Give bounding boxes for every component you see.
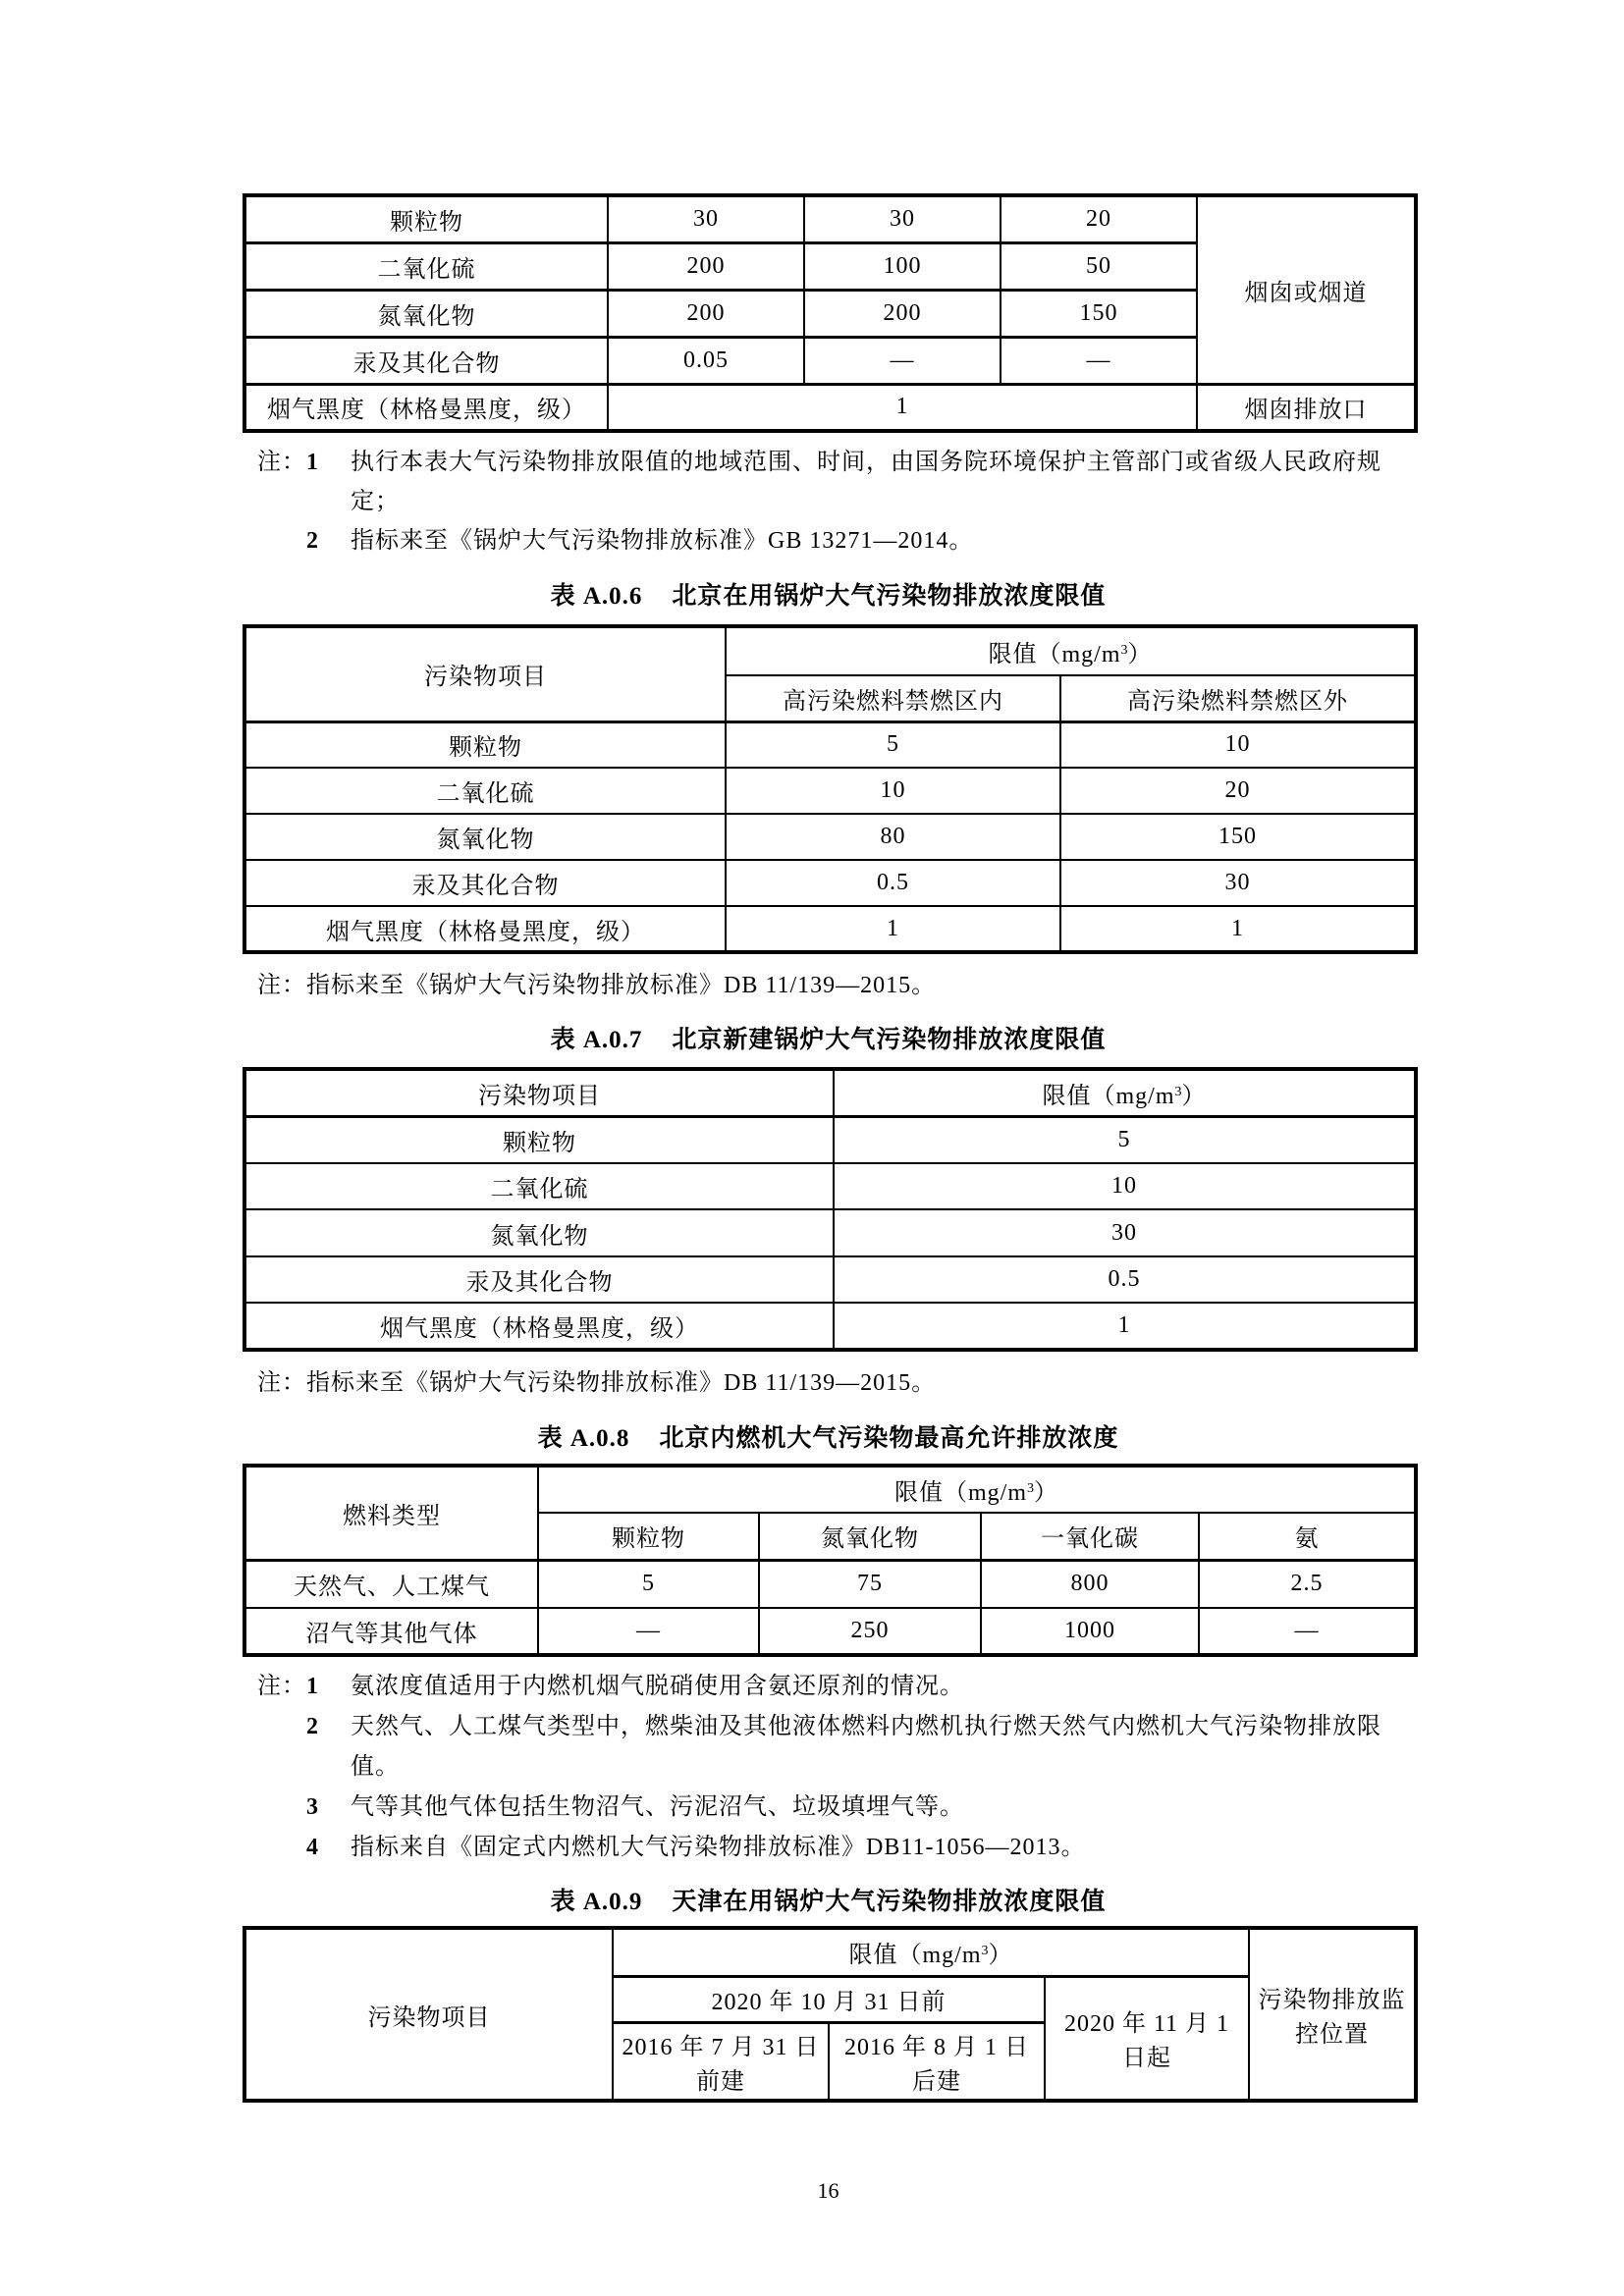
cell-value: 0.5 xyxy=(726,860,1060,906)
note-text: 气等其他气体包括生物沼气、污泥沼气、垃圾填埋气等。 xyxy=(351,1794,964,1820)
cell-pollutant: 烟气黑度（林格曼黑度，级） xyxy=(244,1303,834,1350)
cell-subheader: 颗粒物 xyxy=(538,1513,759,1560)
note-tag: 注： xyxy=(257,450,306,475)
page-number: 16 xyxy=(817,2178,839,2203)
cell-value: — xyxy=(804,337,1001,384)
table-row xyxy=(244,1256,1416,1303)
table-header-row xyxy=(244,1069,1416,1116)
cell-value: 0.5 xyxy=(834,1256,1416,1303)
cell-subheader: 一氧化碳 xyxy=(981,1513,1199,1560)
table-a06-title xyxy=(243,582,1414,612)
cell-limit-header xyxy=(613,1928,1249,1976)
table-a06-title-label: 表 A.0.6 xyxy=(550,583,643,610)
table-row xyxy=(244,195,1416,242)
cell-pollutant: 氮氧化物 xyxy=(244,290,608,337)
cell-pollutant: 氮氧化物 xyxy=(244,814,726,860)
cell-pollutant: 二氧化硫 xyxy=(244,768,726,814)
table-a08-title-text: 北京内燃机大气污染物最高允许排放浓度 xyxy=(659,1425,1119,1452)
note-number: 3 xyxy=(306,1794,319,1820)
note-tag: 注： xyxy=(257,973,306,998)
cell-pollutant: 烟气黑度（林格曼黑度，级） xyxy=(244,906,726,952)
limit-unit-sup: 3 xyxy=(981,1944,989,1959)
cell-pollutant: 汞及其化合物 xyxy=(244,860,726,906)
cell-value: 5 xyxy=(538,1560,759,1608)
cell-value: 1 xyxy=(834,1303,1416,1350)
table-a06 xyxy=(243,624,1418,954)
limit-unit-text: 限值（mg/m xyxy=(1042,1083,1175,1109)
cell-value: 150 xyxy=(1060,814,1416,860)
cell-value: — xyxy=(1199,1608,1416,1655)
table-row xyxy=(244,1608,1416,1655)
table-row xyxy=(244,768,1416,814)
table-boiler-limits-continued xyxy=(243,193,1418,433)
cell-subheader: 氮氧化物 xyxy=(759,1513,981,1560)
cell-value: 1 xyxy=(1060,906,1416,952)
cell-monitoring-header: 污染物排放监控位置 xyxy=(1249,1928,1416,2101)
limit-unit-sup: 3 xyxy=(1027,1481,1035,1496)
cell-value: 150 xyxy=(1001,290,1197,337)
cell-pollutant: 氮氧化物 xyxy=(244,1209,834,1256)
cell-value: 30 xyxy=(834,1209,1416,1256)
note-item xyxy=(257,521,1414,561)
cell-value: 30 xyxy=(1060,860,1416,906)
limit-unit-text: 限值（mg/m xyxy=(894,1480,1028,1506)
cell-value: 1000 xyxy=(981,1608,1199,1655)
cell-subheader: 高污染燃料禁燃区外 xyxy=(1060,675,1416,721)
table-a09-title xyxy=(243,1888,1414,1917)
table-row xyxy=(244,860,1416,906)
cell-value: 0.05 xyxy=(608,337,804,384)
note-number: 2 xyxy=(306,528,319,554)
cell-limit-header xyxy=(538,1466,1416,1513)
table-row xyxy=(244,721,1416,768)
limit-unit-close: ） xyxy=(1034,1480,1059,1506)
note-item xyxy=(257,1363,1414,1403)
table-header-row xyxy=(244,1466,1416,1513)
cell-value: — xyxy=(1001,337,1197,384)
note-block xyxy=(243,1363,1414,1403)
cell-limit-header xyxy=(726,626,1416,675)
cell-value: 200 xyxy=(608,242,804,290)
note-tag: 注： xyxy=(257,1370,306,1396)
note-text: 执行本表大气污染物排放限值的地域范围、时间，由国务院环境保护主管部门或省级人民政府规定； xyxy=(351,450,1381,514)
cell-subheader: 氨 xyxy=(1199,1513,1416,1560)
table-a07-title-label: 表 A.0.7 xyxy=(550,1027,643,1053)
table-a07-title-text: 北京新建锅炉大气污染物排放浓度限值 xyxy=(672,1027,1107,1053)
note-block xyxy=(243,1667,1414,1868)
note-item xyxy=(257,1707,1414,1788)
limit-unit-close: ） xyxy=(1181,1083,1207,1109)
cell-fuel-type: 沼气等其他气体 xyxy=(244,1608,538,1655)
table-a08-title xyxy=(243,1424,1414,1454)
cell-pollutant: 烟气黑度（林格曼黑度，级） xyxy=(244,384,608,431)
cell-value: 200 xyxy=(608,290,804,337)
cell-value: 30 xyxy=(804,195,1001,242)
note-tag: 注： xyxy=(257,1674,306,1699)
table-row xyxy=(244,906,1416,952)
cell-value: 10 xyxy=(834,1163,1416,1209)
table-row xyxy=(244,1303,1416,1350)
cell-value: 250 xyxy=(759,1608,981,1655)
limit-unit-sup: 3 xyxy=(1174,1084,1182,1099)
table-row xyxy=(244,384,1416,431)
cell-col1-header: 污染物项目 xyxy=(244,1928,613,2101)
cell-value: 1 xyxy=(608,384,1197,431)
note-block xyxy=(243,443,1414,561)
note-number: 2 xyxy=(306,1714,319,1739)
table-row xyxy=(244,1163,1416,1209)
table-a06-title-text: 北京在用锅炉大气污染物排放浓度限值 xyxy=(672,583,1107,610)
note-number: 1 xyxy=(306,450,319,475)
note-block xyxy=(243,966,1414,1005)
cell-value: 200 xyxy=(804,290,1001,337)
cell-col1-header: 燃料类型 xyxy=(244,1466,538,1560)
note-text: 指标来至《锅炉大气污染物排放标准》DB 11/139—2015。 xyxy=(306,973,937,998)
cell-value: 1 xyxy=(726,906,1060,952)
cell-value: 20 xyxy=(1001,195,1197,242)
cell-period-header: 2016 年 8 月 1 日后建 xyxy=(829,2022,1045,2101)
cell-fuel-type: 天然气、人工煤气 xyxy=(244,1560,538,1608)
note-item xyxy=(257,966,1414,1005)
cell-value: 2.5 xyxy=(1199,1560,1416,1608)
cell-pollutant: 二氧化硫 xyxy=(244,1163,834,1209)
cell-limit-header xyxy=(834,1069,1416,1116)
cell-monitoring-location: 烟囱排放口 xyxy=(1197,384,1416,431)
table-row xyxy=(244,1209,1416,1256)
cell-pollutant: 汞及其化合物 xyxy=(244,1256,834,1303)
table-a09-title-label: 表 A.0.9 xyxy=(550,1889,643,1915)
cell-value: 800 xyxy=(981,1560,1199,1608)
table-a07 xyxy=(243,1067,1418,1352)
table-row xyxy=(244,814,1416,860)
limit-unit-sup: 3 xyxy=(1120,643,1128,658)
limit-unit-close: ） xyxy=(1127,642,1153,667)
cell-value: 5 xyxy=(726,721,1060,768)
table-a08-title-label: 表 A.0.8 xyxy=(537,1425,630,1452)
limit-unit-text: 限值（mg/m xyxy=(988,642,1121,667)
note-text: 天然气、人工煤气类型中，燃柴油及其他液体燃料内燃机执行燃天然气内燃机大气污染物排放限值。 xyxy=(351,1714,1381,1780)
note-text: 指标来至《锅炉大气污染物排放标准》GB 13271—2014。 xyxy=(351,528,974,554)
note-text: 指标来自《固定式内燃机大气污染物排放标准》DB11-1056—2013。 xyxy=(351,1835,1086,1860)
table-a07-title xyxy=(243,1026,1414,1055)
note-item xyxy=(257,1788,1414,1828)
note-item xyxy=(257,443,1414,521)
limit-unit-text: 限值（mg/m xyxy=(848,1943,982,1969)
cell-monitoring-location: 烟囱或烟道 xyxy=(1197,195,1416,384)
cell-pollutant: 颗粒物 xyxy=(244,195,608,242)
cell-value: 75 xyxy=(759,1560,981,1608)
table-a09-title-text: 天津在用锅炉大气污染物排放浓度限值 xyxy=(672,1889,1107,1915)
cell-pollutant: 二氧化硫 xyxy=(244,242,608,290)
table-a08 xyxy=(243,1464,1418,1657)
table-header-row xyxy=(244,626,1416,675)
cell-col1-header: 污染物项目 xyxy=(244,626,726,721)
note-text: 氨浓度值适用于内燃机烟气脱硝使用含氨还原剂的情况。 xyxy=(351,1674,964,1699)
note-text: 指标来至《锅炉大气污染物排放标准》DB 11/139—2015。 xyxy=(306,1370,937,1396)
cell-pollutant: 颗粒物 xyxy=(244,721,726,768)
table-row xyxy=(244,1116,1416,1163)
cell-subheader: 高污染燃料禁燃区内 xyxy=(726,675,1060,721)
cell-value: 5 xyxy=(834,1116,1416,1163)
note-item xyxy=(257,1828,1414,1868)
cell-value: 10 xyxy=(1060,721,1416,768)
cell-period-header: 2020 年 11 月 1 日起 xyxy=(1045,1976,1249,2101)
cell-pollutant: 颗粒物 xyxy=(244,1116,834,1163)
cell-value: 80 xyxy=(726,814,1060,860)
cell-col1-header: 污染物项目 xyxy=(244,1069,834,1116)
table-header-row xyxy=(244,1928,1416,1976)
cell-period-header: 2020 年 10 月 31 日前 xyxy=(613,1976,1045,2022)
cell-value: 50 xyxy=(1001,242,1197,290)
cell-pollutant: 汞及其化合物 xyxy=(244,337,608,384)
limit-unit-close: ） xyxy=(988,1943,1013,1969)
cell-value: 100 xyxy=(804,242,1001,290)
table-a09 xyxy=(243,1926,1418,2103)
cell-value: 30 xyxy=(608,195,804,242)
cell-value: 10 xyxy=(726,768,1060,814)
cell-value: — xyxy=(538,1608,759,1655)
page-content xyxy=(243,0,1414,2206)
cell-period-header: 2016 年 7 月 31 日前建 xyxy=(613,2022,829,2101)
cell-value: 20 xyxy=(1060,768,1416,814)
note-item xyxy=(257,1667,1414,1707)
note-number: 4 xyxy=(306,1835,319,1860)
table-row xyxy=(244,1560,1416,1608)
note-number: 1 xyxy=(306,1674,319,1699)
